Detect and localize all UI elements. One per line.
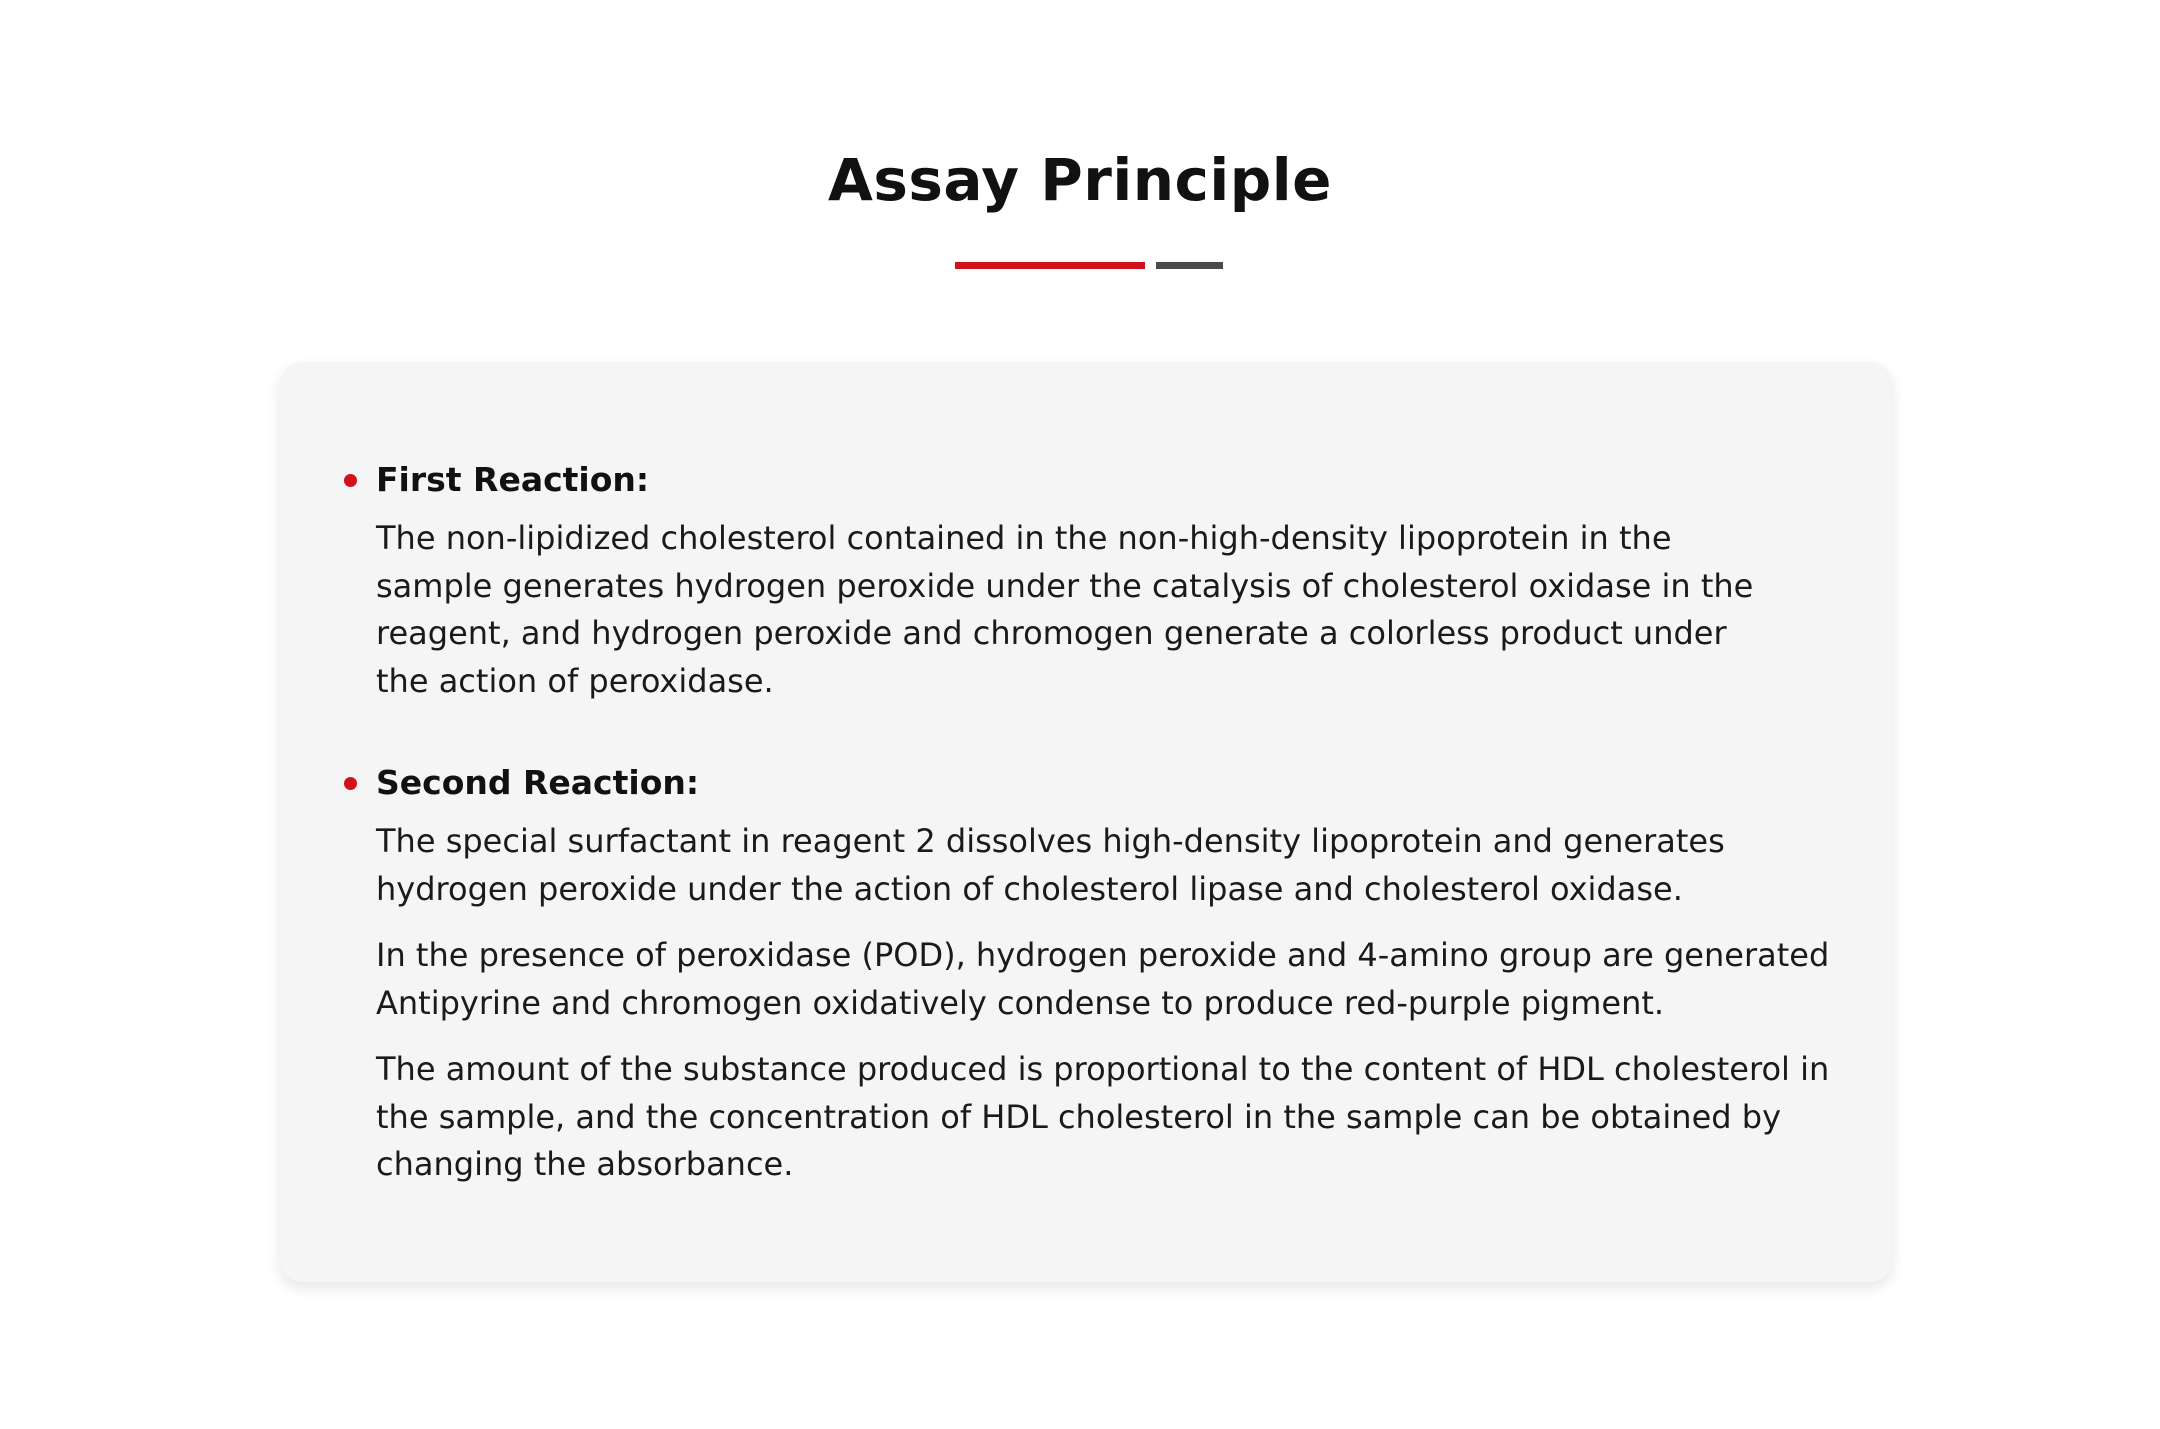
bullet-dot-icon [344, 474, 357, 487]
section-paragraph: In the presence of peroxidase (POD), hydrogen peroxide and 4-amino group are generated Antipyrine and chromogen oxidatively condense to produce red-purple pigment. [376, 936, 1830, 1022]
page-title: Assay Principle [827, 146, 1333, 214]
section-heading: Second Reaction: [376, 763, 700, 802]
section-paragraph: The amount of the substance produced is proportional to the content of HDL cholesterol in the sample, and the concentration of HDL cholesterol in the sample can be obtained by changing the absorbance. [376, 1050, 1830, 1183]
title-underline-secondary [1156, 262, 1223, 269]
section-paragraph: The special surfactant in reagent 2 dissolves high-density lipoprotein and generates hydrogen peroxide under the action of cholesterol lipase and cholesterol oxidase. [376, 822, 1725, 908]
section-heading: First Reaction: [376, 460, 650, 499]
bullet-dot-icon [344, 777, 357, 790]
assay-principle-card [280, 362, 1892, 1282]
section-paragraph: The non-lipidized cholesterol contained in the non-high-density lipoprotein in the sample generates hydrogen peroxide under the catalysis of cholesterol oxidase in the reagent, and hydrogen peroxide and chromogen generate a colorless product under the action of peroxidase. [376, 519, 1754, 700]
title-underline-accent [955, 262, 1145, 269]
